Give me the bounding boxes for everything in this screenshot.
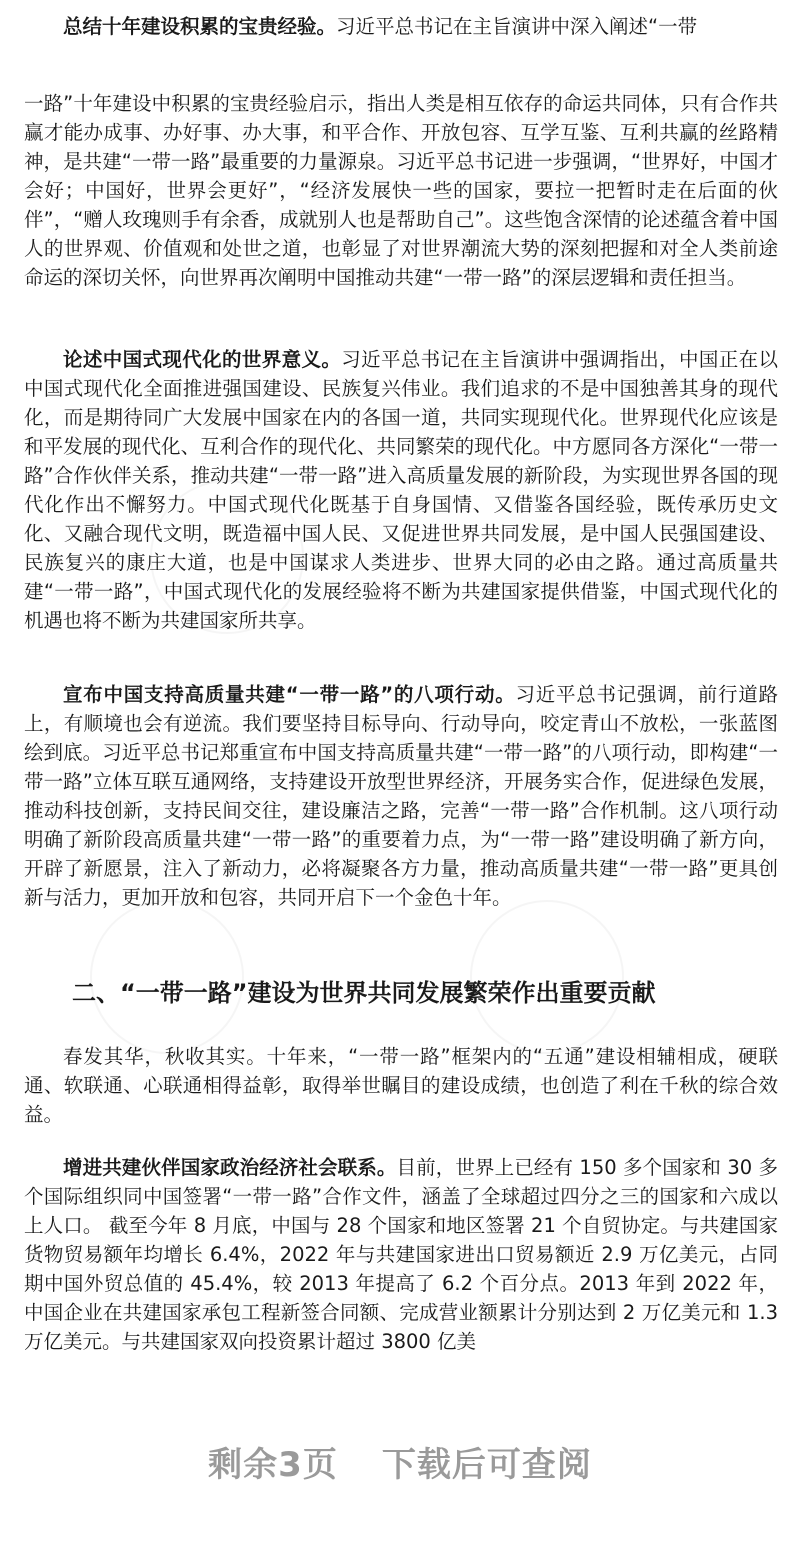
download-banner[interactable] — [0, 1442, 800, 1488]
paragraph-lead: 总结十年建设积累的宝贵经验。 — [63, 15, 337, 38]
paragraph-lead: 论述中国式现代化的世界意义。 — [63, 348, 342, 371]
download-prompt-label: 下载后可查阅 — [381, 1445, 592, 1485]
paragraph-modernization — [24, 345, 778, 635]
paragraph-text: 一路”十年建设中积累的宝贵经验启示，指出人类是相互依存的命运共同体，只有合作共赢才能办成事、办好事、办大事，和平合作、开放包容、互学互鉴、互利共赢的丝路精神，是共建“一带一路”最重要的力量源泉。习近平总书记进一步强调，“世界好，中国才会好；中国好，世界会更好”，“经济发展快一些的国家，要拉一把暂时走在后面的伙伴”，“赠人玫瑰则手有余香，成就别人也是帮助自己”。这些饱含深情的论述蕴含着中国人的世界观、价值观和处世之道，也彰显了对世界潮流大势的深刻把握和对全人类前途命运的深切关怀，向世界再次阐明中国推动共建“一带一路”的深层逻辑和责任担当。 — [24, 92, 778, 289]
paragraph-text: 春发其华，秋收其实。十年来，“一带一路”框架内的“五通”建设相辅相成，硬联通、软联通、心联通相得益彰，取得举世瞩目的建设成绩，也创造了利在千秋的综合效益。 — [24, 1045, 778, 1126]
paragraph-lead: 宣布中国支持高质量共建“一带一路”的八项行动。 — [63, 683, 516, 706]
remaining-pages-label: 剩余3页 — [208, 1445, 338, 1485]
paragraph-five-connections — [24, 1042, 778, 1129]
paragraph-eight-actions — [24, 680, 778, 912]
section-heading: 二、“一带一路”建设为世界共同发展繁荣作出重要贡献 — [72, 979, 656, 1007]
paragraph-lead: 增进共建伙伴国家政治经济社会联系。 — [63, 1156, 397, 1179]
paragraph-text: 习近平总书记强调，前行道路上，有顺境也会有逆流。我们要坚持目标导向、行动导向，咬定青山不放松，一张蓝图绘到底。习近平总书记郑重宣布中国支持高质量共建“一带一路”的八项行动，即构建“一带一路”立体互联互通网络，支持建设开放型世界经济，开展务实合作，促进绿色发展，推动科技创新，支持民间交往，建设廉洁之路，完善“一带一路”合作机制。这八项行动明确了新阶段高质量共建“一带一路”的重要着力点，为“一带一路”建设明确了新方向，开辟了新愿景，注入了新动力，必将凝聚各方力量，推动高质量共建“一带一路”更具创新与活力，更加开放和包容，共同开启下一个金色十年。 — [24, 683, 778, 909]
paragraph-partner-links — [24, 1153, 778, 1356]
paragraph-text: 习近平总书记在主旨演讲中深入阐述“一带 — [336, 15, 698, 38]
paragraph-summary-start — [24, 12, 784, 41]
paragraph-text: 习近平总书记在主旨演讲中强调指出，中国正在以中国式现代化全面推进强国建设、民族复兴伟业。我们追求的不是中国独善其身的现代化，而是期待同广大发展中国家在内的各国一道，共同实现现代化。世界现代化应该是和平发展的现代化、互利合作的现代化、共同繁荣的现代化。中方愿同各方深化“一带一路”合作伙伴关系，推动共建“一带一路”进入高质量发展的新阶段，为实现世界各国的现代化作出不懈努力。中国式现代化既基于自身国情、又借鉴各国经验，既传承历史文化、又融合现代文明，既造福中国人民、又促进世界共同发展，是中国人民强国建设、民族复兴的康庄大道，也是中国谋求人类进步、世界大同的必由之路。通过高质量共建“一带一路”，中国式现代化的发展经验将不断为共建国家提供借鉴，中国式现代化的机遇也将不断为共建国家所共享。 — [24, 348, 778, 632]
paragraph-summary-cont — [24, 89, 778, 292]
paragraph-text: 目前，世界上已经有 150 多个国家和 30 多个国际组织同中国签署“一带一路”合作文件，涵盖了全球超过四分之三的国家和六成以上人口。 截至今年 8 月底，中国与 28 个国家和地区签署 21 个自贸协定。与共建国家货物贸易额年均增长 6.4%，2022 年与共建国家进出口贸易额近 2.9 万亿美元，占同期中国外贸总值的 45.4%，较 2013 年提高了 6.2 个百分点。2013 年到 2022 年，中国企业在共建国家承包工程新签合同额、完成营业额累计分别达到 2 万亿美元和 1.3 万亿美元。与共建国家双向投资累计超过 3800 亿美 — [24, 1156, 778, 1353]
